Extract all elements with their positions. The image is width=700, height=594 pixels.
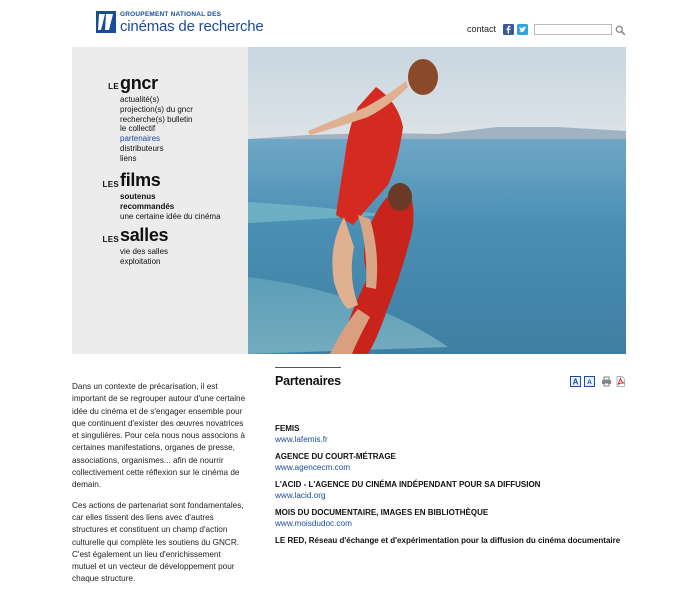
partner-name: L'ACID - L'AGENCE DU CINÉMA INDÉPENDANT POUR SA DIFFUSION <box>275 480 541 489</box>
nav-item-projections[interactable]: projection(s) du gncr <box>120 104 193 114</box>
nav-title-gncr[interactable]: gncr <box>120 73 158 93</box>
pdf-icon[interactable] <box>615 376 626 387</box>
logo-bottom-text: cinémas de recherche <box>120 18 264 35</box>
nav-item-partenaires[interactable]: partenaires <box>120 134 161 144</box>
intro-text <box>72 381 246 594</box>
nav-prefix: LE <box>108 82 119 91</box>
intro-paragraph-1: Dans un contexte de précarisation, il est important de se regrouper autour d'une certaine idée du cinéma et de s'engager ensemble pour que continuent d'exister des œuvres novatrices et singulières. Pour cela nous nous associons à certaines manifestations, organes de presse, associations, organismes... afin de nourrir collectivement cette réflexion sur le cinéma de demain. <box>72 382 246 490</box>
nav-item-soutenus[interactable]: soutenus <box>120 192 156 201</box>
partner-name: LE RED, Réseau d'échange et d'expérimentation pour la diffusion du cinéma documentaire <box>275 536 621 545</box>
partner-link[interactable]: www.moisdudoc.com <box>275 519 352 528</box>
nav-title-salles[interactable]: salles <box>120 225 169 245</box>
nav-list-films <box>120 192 221 221</box>
logo-top-text: GROUPEMENT NATIONAL DES <box>120 11 222 18</box>
nav-title-films[interactable]: films <box>120 170 161 190</box>
print-icon[interactable] <box>601 376 612 387</box>
nav-item-exploitation[interactable]: exploitation <box>120 256 161 266</box>
partner-link[interactable]: www.agencecm.com <box>275 463 351 472</box>
nav-prefix: LES <box>102 180 119 189</box>
nav-item-certaine-idee[interactable]: une certaine idée du cinéma <box>120 211 221 221</box>
banner <box>72 47 626 354</box>
twitter-icon[interactable] <box>517 24 528 35</box>
nav-item-recommandes[interactable]: recommandés <box>120 201 175 211</box>
partner-name: AGENCE DU COURT-MÉTRAGE <box>275 452 396 461</box>
font-increase-icon[interactable] <box>570 376 581 387</box>
partner-list <box>275 424 626 553</box>
page-title: Partenaires <box>275 374 341 388</box>
nav-list-gncr <box>120 95 193 164</box>
svg-text:A: A <box>572 377 579 387</box>
partner-name: FEMIS <box>275 424 300 433</box>
partner-item <box>275 452 626 473</box>
nav-item-collectif[interactable]: le collectif <box>120 124 156 134</box>
partner-link[interactable]: www.lafemis.fr <box>275 435 328 444</box>
search-button[interactable] <box>615 24 626 35</box>
search-icon <box>615 25 626 36</box>
font-decrease-icon[interactable] <box>584 376 595 387</box>
title-divider <box>275 367 341 368</box>
partner-item <box>275 424 626 445</box>
banner-photo <box>248 47 626 354</box>
search-input[interactable] <box>534 24 612 35</box>
nav-item-actualites[interactable]: actualité(s) <box>120 95 160 104</box>
nav-list-salles <box>120 247 168 267</box>
nav-item-distributeurs[interactable]: distributeurs <box>120 143 164 153</box>
nav-prefix: LES <box>102 235 119 244</box>
main-content <box>275 367 626 545</box>
logo-mark-icon <box>96 11 116 33</box>
main-nav <box>72 47 248 354</box>
contact-link[interactable]: contact <box>466 24 496 34</box>
site-logo[interactable] <box>96 11 264 35</box>
dancers-image <box>248 47 626 354</box>
partner-item <box>275 508 626 529</box>
partner-item <box>275 480 626 501</box>
nav-item-liens[interactable]: liens <box>120 153 137 163</box>
header-tools <box>467 22 626 36</box>
partner-name: MOIS DU DOCUMENTAIRE, IMAGES EN BIBLIOTHÈQUE <box>275 508 489 517</box>
intro-paragraph-2: Ces actions de partenariat sont fondamentales, car elles tissent des liens avec d'autres structures et constituent un champ d'action culturelle qui complète les soutiens du GNCR. C'est également un lieu d'enrichissement mutuel et un vecteur de développement pour chaque structure. <box>72 500 244 584</box>
nav-item-vie-des-salles[interactable]: vie des salles <box>120 247 169 256</box>
facebook-icon[interactable] <box>503 24 514 35</box>
nav-item-recherches-bulletin[interactable]: recherche(s) bulletin <box>120 114 193 124</box>
svg-text:A: A <box>587 379 592 386</box>
partner-item <box>275 536 626 546</box>
partner-link[interactable]: www.lacid.org <box>275 491 326 500</box>
page-tools <box>567 376 626 387</box>
